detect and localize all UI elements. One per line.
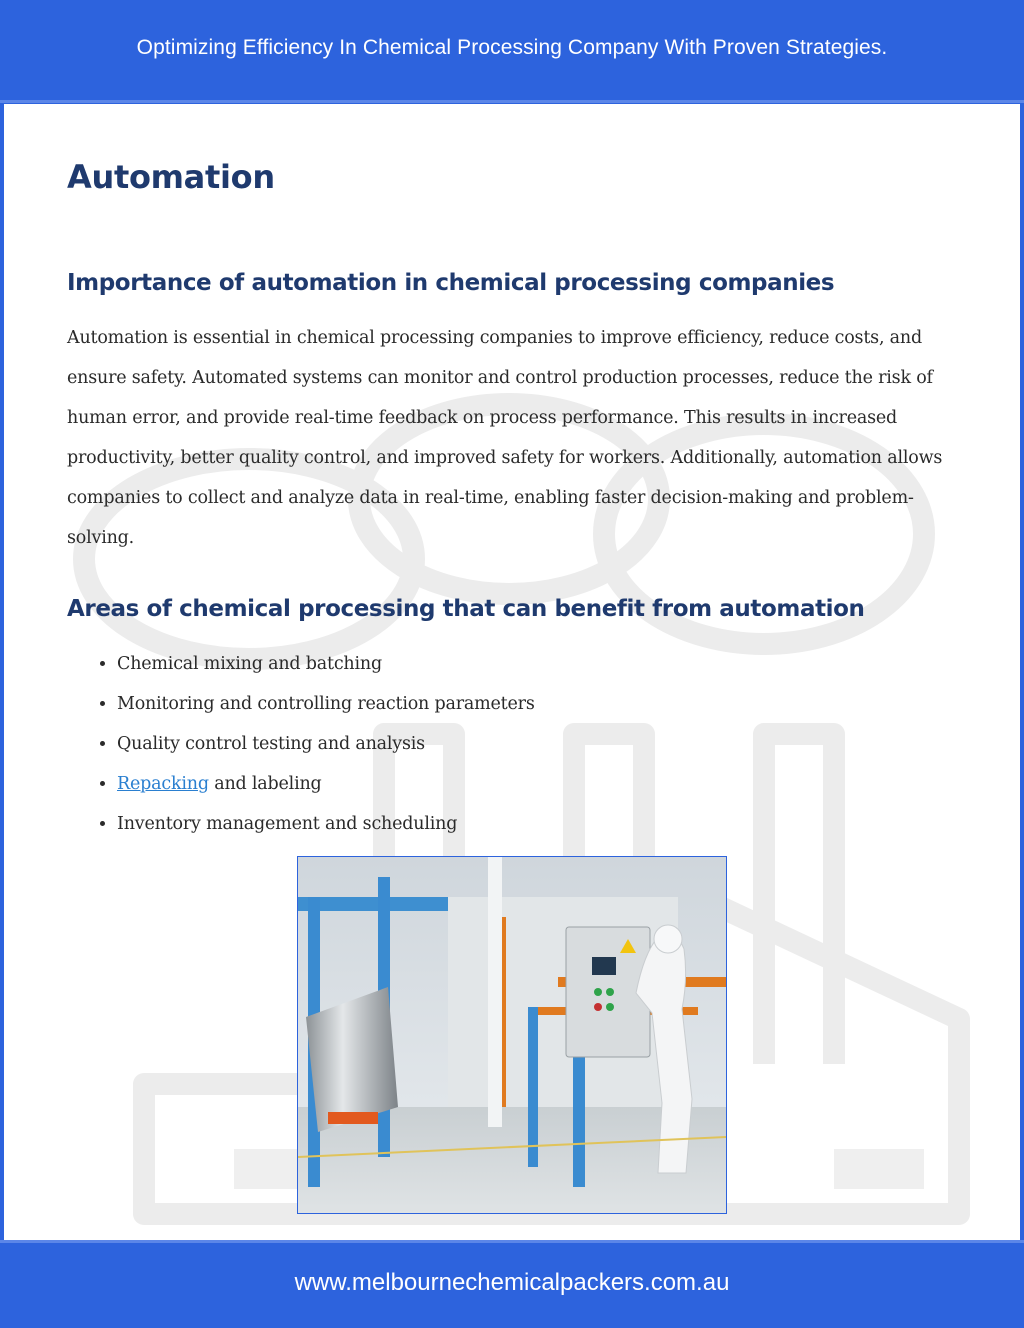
page-footer (0, 1240, 1024, 1328)
importance-paragraph: Automation is essential in chemical processing companies to improve efficiency, reduce costs, and ensure safety. Automated systems can monitor and control production processes, reduce the risk of human error, and provide real-time feedback on process performance. This results in increased productivity, better quality control, and improved safety for workers. Additionally, automation allows companies to collect and analyze data in real-time, enabling faster decision-making and problem-solving. (67, 328, 943, 548)
list-item: • Quality control testing and analysis (117, 724, 535, 764)
factory-photo (297, 856, 727, 1214)
list-item: • Inventory management and scheduling (117, 804, 535, 844)
list-item: • Repacking and labeling (117, 764, 535, 804)
section-heading-importance: Importance of automation in chemical processing companies (67, 270, 835, 296)
list-item: • Chemical mixing and batching (117, 644, 535, 684)
header-title: Optimizing Efficiency In Chemical Processing Company With Proven Strategies. (136, 36, 888, 59)
section-heading-areas: Areas of chemical processing that can benefit from automation (67, 596, 865, 622)
page-title: Automation (67, 158, 275, 196)
document-page (4, 104, 1020, 1240)
industrial-scene-image (298, 857, 726, 1213)
areas-list (67, 644, 535, 844)
list-item: • Monitoring and controlling reaction parameters (117, 684, 535, 724)
page-header (0, 0, 1024, 103)
repacking-link[interactable]: Repacking (117, 774, 209, 794)
footer-website-url[interactable]: www.melbournechemicalpackers.com.au (294, 1268, 730, 1296)
